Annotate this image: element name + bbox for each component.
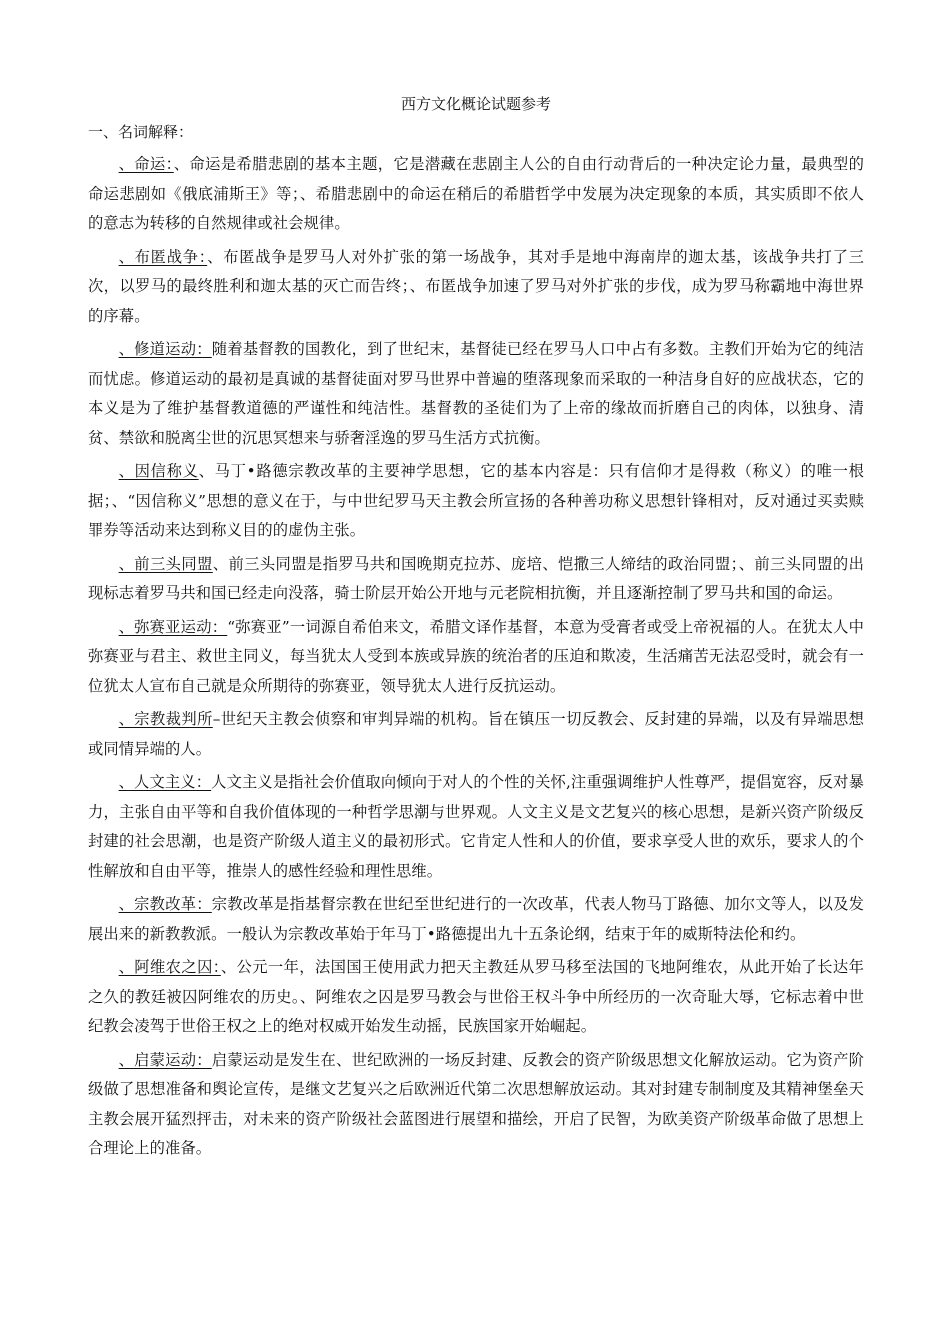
term-entry (88, 457, 864, 546)
term-label: 、弥赛亚运动： (118, 617, 228, 636)
term-label: 、宗教改革： (118, 895, 212, 913)
term-entry (88, 150, 864, 239)
term-definition: 、命运是希腊悲剧的基本主题，它是潜藏在悲剧主人公的自由行动背后的一种决定论力量，最典型的命运悲剧如《俄底浦斯王》等；、希腊悲剧中的命运在稍后的希腊哲学中发展为决定现象的本质，其实质即不依人的意志为转移的自然规律或社会规律。 (88, 155, 864, 232)
term-entry (88, 550, 864, 609)
section-heading: 一、名词解释： (88, 123, 194, 141)
document-page (88, 92, 864, 1168)
term-definition: –世纪天主教会侦察和审判异端的机构。旨在镇压一切反教会、反封建的异端，以及有异端思想或同情异端的人。 (88, 710, 864, 758)
term-entry (88, 768, 864, 886)
term-label: 、人文主义： (118, 773, 212, 791)
term-label: 、命运： (118, 155, 174, 173)
term-definition: 、布匿战争是罗马人对外扩张的第一场战争，其对手是地中海南岸的迦太基，该战争共打了三次，以罗马的最终胜利和迦太基的灭亡而告终；、布匿战争加速了罗马对外扩张的步伐，成为罗马称霸地中海世界的序幕。 (88, 247, 865, 325)
term-entry (88, 890, 864, 949)
term-definition: 、前三头同盟是指罗马共和国晚期克拉苏、庞培、恺撒三人缔结的政治同盟；、前三头同盟的出现标志着罗马共和国已经走向没落，骑士阶层开始公开地与元老院相抗衡，并且逐渐控制了罗马共和国的命运。 (88, 554, 864, 602)
term-label: 、启蒙运动： (118, 1050, 212, 1069)
term-label: 、阿维农之囚： (118, 958, 221, 976)
term-label: 、布匿战争： (118, 247, 208, 266)
term-definition: 、马丁•路德宗教改革的主要神学思想，它的基本内容是：只有信仰才是得救（称义）的唯一根据；、“因信称义”思想的意义在于，与中世纪罗马天主教会所宣扬的各种善功称义思想针锋相对，反对通过买卖赎罪券等活动来达到称义目的的虚伪主张。 (88, 462, 864, 539)
term-entry (88, 1046, 864, 1164)
term-label: 、因信称义 (118, 462, 199, 480)
term-definition: 人文主义是指社会价值取向倾向于对人的个性的关怀,注重强调维护人性尊严，提倡宽容，反对暴力，主张自由平等和自我价值体现的一种哲学思潮与世界观。人文主义是文艺复兴的核心思想，是新兴资产阶级反封建的社会思潮，也是资产阶级人道主义的最初形式。它肯定人性和人的价值，要求享受人世的欢乐，要求人的个性解放和自由平等，推崇人的感性经验和理性思维。 (88, 773, 864, 880)
term-label: 、修道运动： (118, 340, 212, 358)
term-definition: 宗教改革是指基督宗教在世纪至世纪进行的一次改革，代表人物马丁路德、加尔文等人，以及发展出来的新教教派。一般认为宗教改革始于年马丁•路德提出九十五条论纲，结束于年的威斯特法伦和约。 (88, 895, 865, 943)
term-definition: 随着基督教的国教化，到了世纪末，基督徒已经在罗马人口中占有多数。主教们开始为它的纯洁而忧虑。修道运动的最初是真诚的基督徒面对罗马世界中普遍的堕落现象而采取的一种洁身自好的应战状态，它的本义是为了维护基督教道德的严谨性和纯洁性。基督教的圣徒们为了上帝的缘故而折磨自己的肉体，以独身、清贫、禁欲和脱离尘世的沉思冥想来与骄奢淫逸的罗马生活方式抗衡。 (88, 340, 865, 447)
term-entry (88, 243, 864, 332)
term-label: 、前三头同盟 (118, 554, 213, 573)
term-entry (88, 705, 864, 764)
term-entry (88, 335, 864, 453)
term-entry (88, 953, 864, 1042)
document-title: 西方文化概论试题参考 (400, 95, 551, 113)
term-definition: “弥赛亚”一词源自希伯来文，希腊文译作基督，本意为受膏者或受上帝祝福的人。在犹太人中弥赛亚与君主、救世主同义，每当犹太人受到本族或异族的统治者的压迫和欺凌，生活痛苦无法忍受时，就会有一位犹太人宣布自己就是众所期待的弥赛亚，领导犹太人进行反抗运动。 (88, 617, 864, 695)
term-definition: 启蒙运动是发生在、世纪欧洲的一场反封建、反教会的资产阶级思想文化解放运动。它为资产阶级做了思想准备和舆论宣传，是继文艺复兴之后欧洲近代第二次思想解放运动。其对封建专制制度及其精神堡垒天主教会展开猛烈抨击，对未来的资产阶级社会蓝图进行展望和描绘，开启了民智，为欧美资产阶级革命做了思想上合理论上的准备。 (88, 1050, 865, 1157)
term-entry (88, 613, 864, 702)
term-label: 、宗教裁判所 (118, 710, 213, 728)
term-definition: 、公元一年，法国国王使用武力把天主教廷从罗马移至法国的飞地阿维农，从此开始了长达年之久的教廷被囚阿维农的历史。、阿维农之囚是罗马教会与世俗王权斗争中所经历的一次奇耻大辱，它标志着中世纪教会凌驾于世俗王权之上的绝对权威开始发生动摇，民族国家开始崛起。 (88, 958, 864, 1035)
